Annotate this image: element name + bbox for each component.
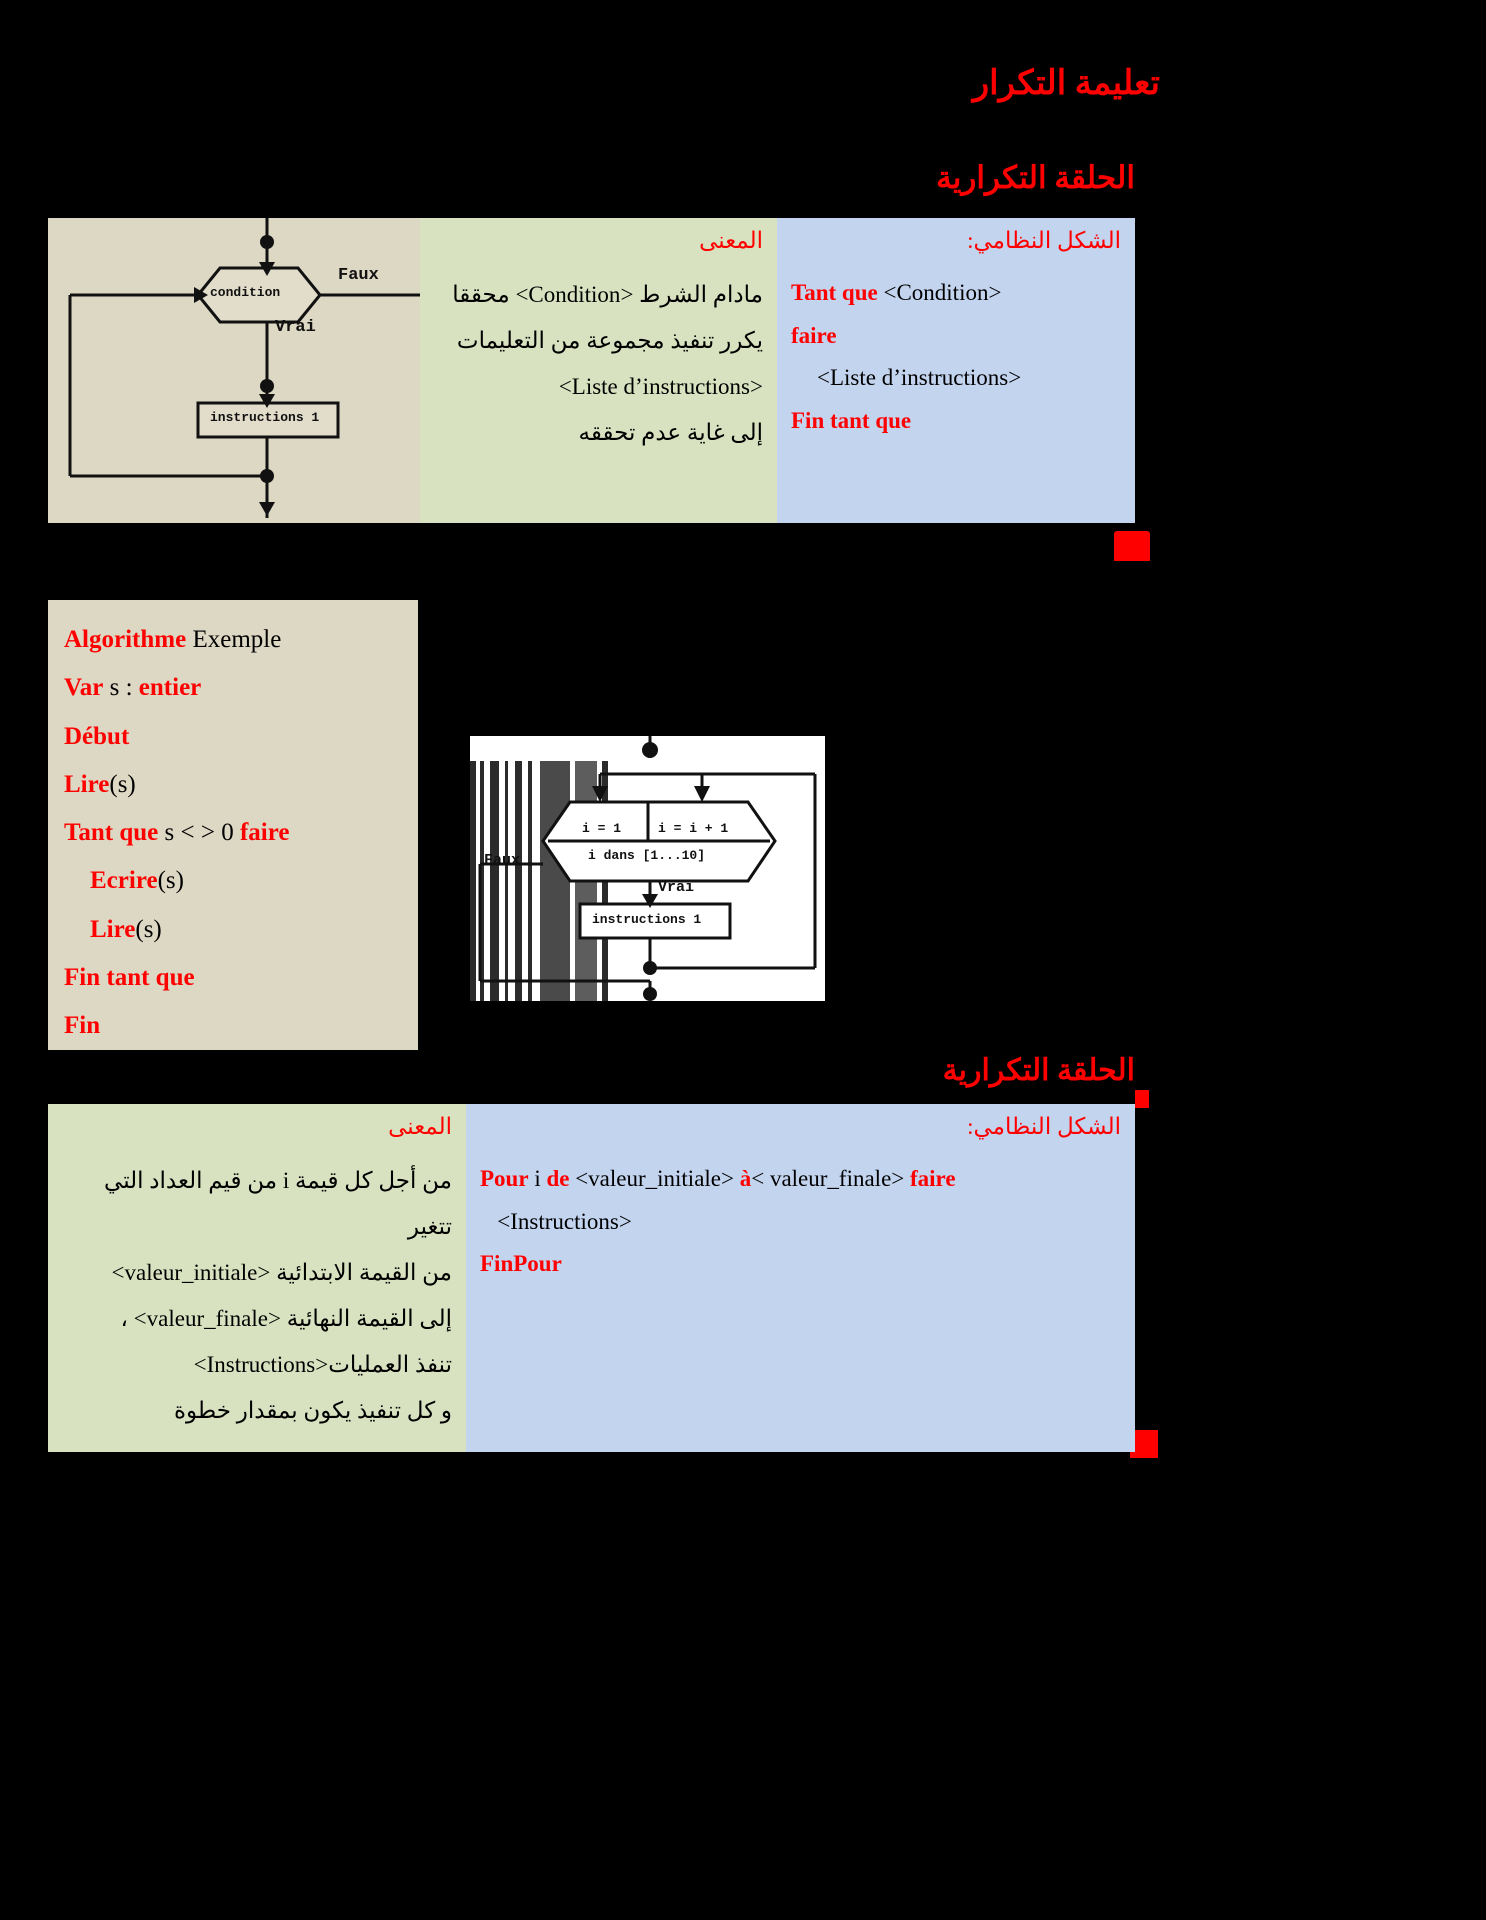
code-line xyxy=(64,664,402,712)
syntax-line xyxy=(791,272,1121,315)
table-for-meaning-header: المعنى xyxy=(388,1114,452,1139)
code-line xyxy=(64,857,402,905)
code-rest: (s) xyxy=(157,867,184,895)
meaning-line: إلى غاية عدم تحققه xyxy=(578,420,763,445)
syntax-keyword: Tant que xyxy=(791,280,878,305)
syntax-rest: <Instructions> xyxy=(480,1208,632,1234)
flowchart-for-init-label: i = 1 xyxy=(582,821,622,836)
table-for-meaning-cell xyxy=(48,1104,466,1452)
code-keyword: Lire xyxy=(64,770,110,798)
code-line xyxy=(64,1002,402,1050)
code-line xyxy=(64,761,402,809)
code-keyword: Fin xyxy=(64,1012,101,1039)
code-rest: s : xyxy=(103,674,139,702)
flowchart-for-body-label: instructions 1 xyxy=(592,912,702,927)
flowchart-while-diagram xyxy=(48,218,420,523)
flowchart-while-body-label: instructions 1 xyxy=(210,410,320,425)
flowchart-for-cell xyxy=(470,736,825,1001)
table-for xyxy=(48,1104,1135,1452)
code-rest: (s) xyxy=(135,915,162,943)
meaning-line: إلى القيمة النهائية <valeur_finale> ، xyxy=(120,1306,452,1331)
syntax-line xyxy=(480,1243,1121,1286)
syntax-line xyxy=(791,400,1121,443)
red-ink-stub-1 xyxy=(1114,531,1150,561)
flowchart-while-cell xyxy=(48,218,420,523)
table-while-meaning-header: المعنى xyxy=(699,228,763,253)
syntax-keyword: à xyxy=(739,1166,752,1191)
code-rest: Exemple xyxy=(186,626,282,653)
syntax-keyword: Fin tant que xyxy=(791,407,912,433)
table-for-syntax-header: الشكل النظامي: xyxy=(967,1114,1121,1139)
syntax-line xyxy=(791,357,1121,400)
code-keyword-2: entier xyxy=(138,674,202,702)
syntax-keyword: faire xyxy=(910,1166,956,1191)
syntax-rest: i xyxy=(528,1166,547,1191)
syntax-keyword: de xyxy=(546,1166,570,1191)
meaning-line: من أجل كل قيمة i من قيم العداد التي تتغير xyxy=(104,1168,452,1239)
syntax-keyword: Pour xyxy=(480,1166,529,1191)
algorithm-example-box xyxy=(48,600,418,1050)
syntax-keyword: faire xyxy=(791,322,837,348)
code-keyword: Var xyxy=(64,674,104,702)
code-keyword: Tant que xyxy=(64,819,159,846)
code-line xyxy=(64,809,402,857)
flowchart-for-false-label: Faux xyxy=(484,852,521,869)
code-line xyxy=(64,713,402,761)
syntax-rest: < valeur_finale> xyxy=(751,1166,910,1191)
code-line xyxy=(64,906,402,954)
flowchart-for-diagram xyxy=(470,736,825,1001)
flowchart-while-false-label: Faux xyxy=(338,266,379,285)
meaning-line: من القيمة الابتدائية <valeur_initiale> xyxy=(111,1260,452,1285)
meaning-line: يكرر تنفيذ مجموعة من التعليمات xyxy=(456,328,763,353)
table-while-syntax-header: الشكل النظامي: xyxy=(967,228,1121,253)
code-keyword: Lire xyxy=(90,915,136,943)
syntax-rest: <Liste d’instructions> xyxy=(817,365,1022,391)
syntax-line xyxy=(480,1201,1121,1244)
code-line xyxy=(64,954,402,1002)
syntax-keyword: FinPour xyxy=(480,1251,562,1277)
code-keyword: Début xyxy=(64,722,130,750)
section-while-heading: الحلقة التكرارية xyxy=(936,160,1135,195)
code-keyword: Ecrire xyxy=(90,867,158,895)
lesson-title-heading: تعليمة التكرار xyxy=(972,65,1160,102)
code-rest: s < > 0 xyxy=(158,819,240,846)
meaning-line: تنفذ العمليات<Instructions> xyxy=(193,1352,452,1377)
meaning-line: و كل تنفيذ يكون بمقدار خطوة xyxy=(173,1398,452,1423)
syntax-rest: <Condition> xyxy=(877,280,1002,305)
flowchart-for-true-label: Vrai xyxy=(658,879,695,896)
code-line xyxy=(64,616,402,664)
meaning-line: <Liste d’instructions> xyxy=(558,374,763,399)
red-ink-stub-3 xyxy=(1135,1090,1149,1108)
code-keyword-2: faire xyxy=(239,819,290,846)
flowchart-for-increment-label: i = i + 1 xyxy=(658,821,729,836)
section-for-heading: الحلقة التكرارية xyxy=(942,1054,1135,1087)
code-keyword: Algorithme xyxy=(64,626,187,653)
syntax-line xyxy=(480,1158,1121,1201)
flowchart-while-condition-label: condition xyxy=(210,285,281,300)
table-while-syntax-cell xyxy=(777,218,1135,523)
flowchart-for-range-label: i dans [1...10] xyxy=(588,848,706,863)
table-for-syntax-cell xyxy=(466,1104,1135,1452)
meaning-line: مادام الشرط <Condition> محققا xyxy=(452,282,763,307)
table-while-meaning-cell xyxy=(420,218,777,523)
syntax-rest: <valeur_initiale> xyxy=(569,1166,740,1191)
syntax-line xyxy=(791,315,1121,358)
code-rest: (s) xyxy=(109,770,136,798)
code-keyword: Fin tant que xyxy=(64,963,195,991)
table-while xyxy=(48,218,1135,523)
flowchart-while-true-label: Vrai xyxy=(275,318,316,337)
